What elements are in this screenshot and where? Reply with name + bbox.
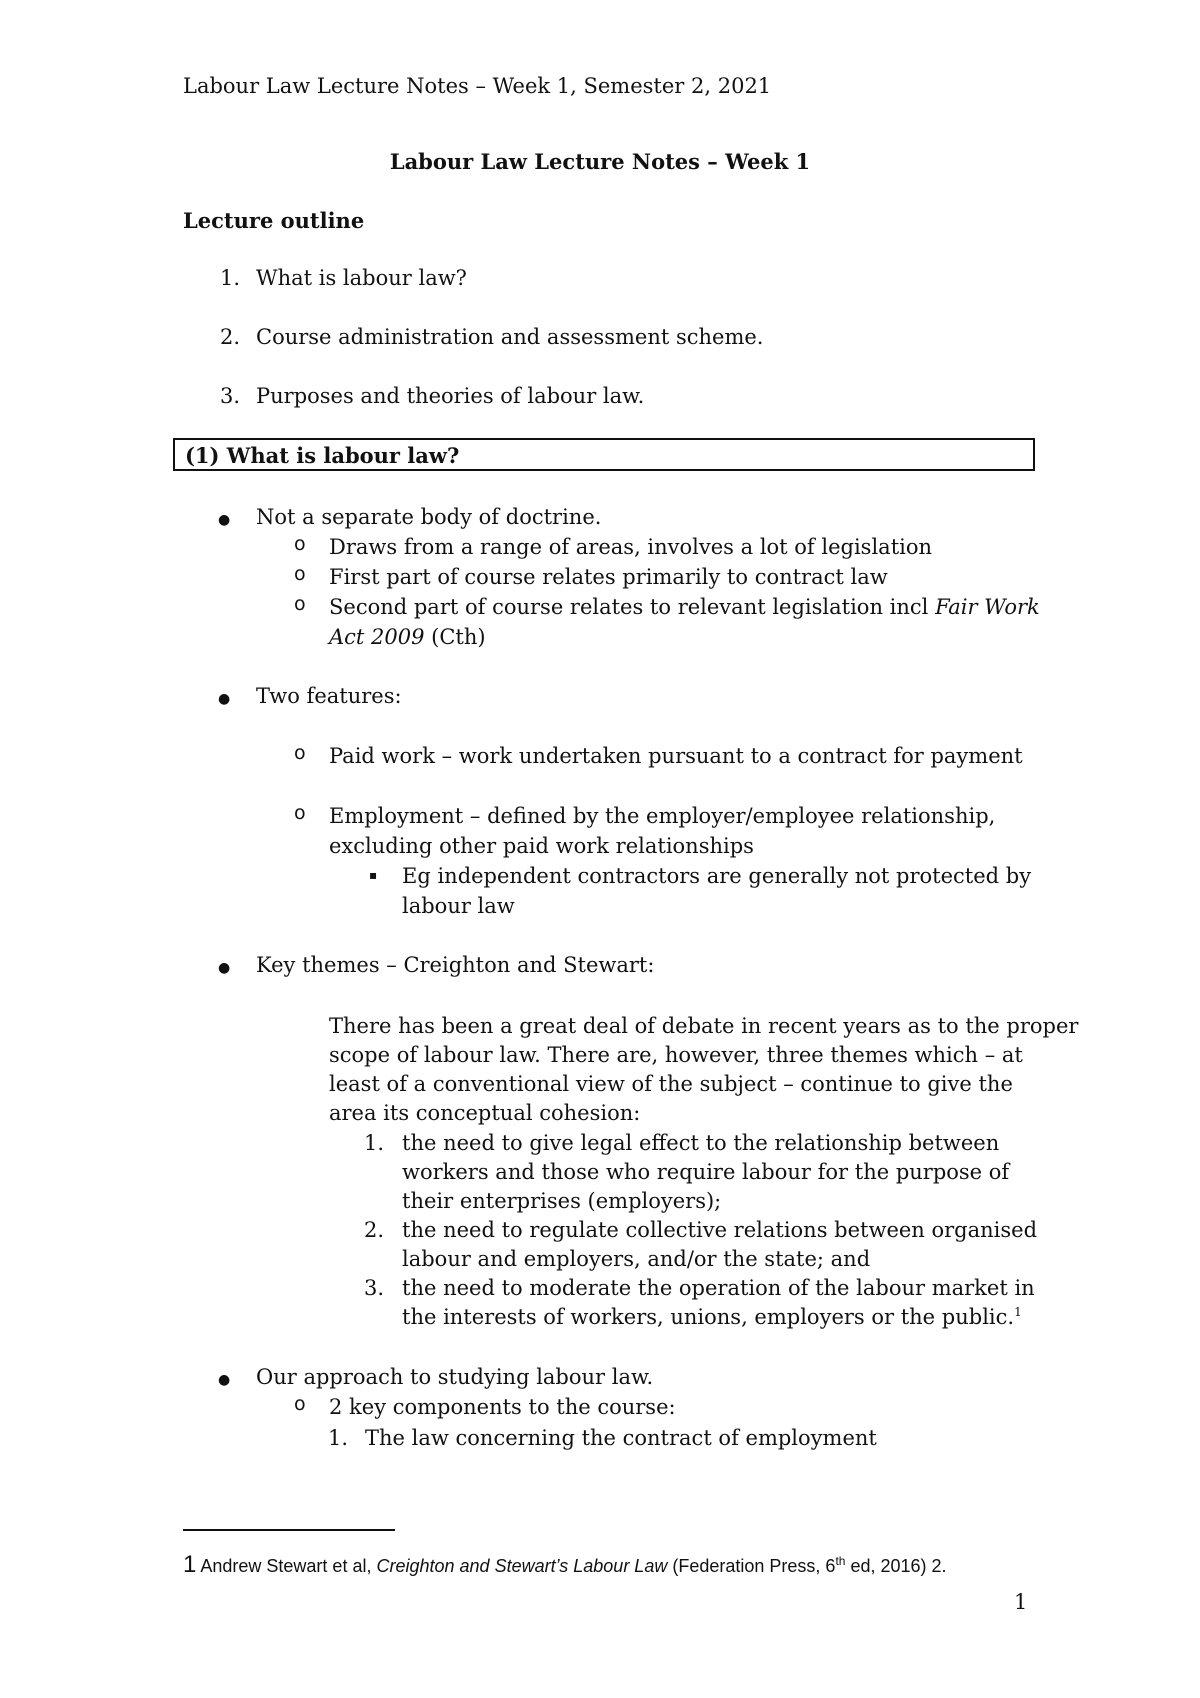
- theme-line: the need to regulate collective relations between organised: [402, 1218, 1038, 1242]
- sub-bullet-text: Draws from a range of areas, involves a lot of legislation: [329, 535, 933, 559]
- outline-item: Purposes and theories of labour law.: [256, 384, 645, 408]
- footnote-book-title: Creighton and Stewart’s Labour Law: [376, 1556, 668, 1576]
- circle-marker: o: [294, 593, 306, 615]
- quote-line: scope of labour law. There are, however, three themes which – at: [329, 1043, 1023, 1067]
- sub-bullet-text: Employment – defined by the employer/employee relationship,: [329, 804, 996, 828]
- act-year: Act 2009: [329, 625, 425, 649]
- sub-bullet-continuation: excluding other paid work relationships: [329, 834, 754, 858]
- section-heading: (1) What is labour law?: [185, 443, 460, 468]
- theme-line: labour and employers, and/or the state; and: [402, 1247, 871, 1271]
- sub-bullet-continuation: [329, 625, 486, 649]
- footnote: [183, 1551, 947, 1579]
- footnote-author: Andrew Stewart et al,: [200, 1556, 372, 1576]
- circle-marker: o: [294, 802, 306, 824]
- theme-line: the need to give legal effect to the relationship between: [402, 1131, 1000, 1155]
- sub-bullet-text: First part of course relates primarily to contract law: [329, 565, 888, 589]
- example-continuation: labour law: [402, 894, 515, 918]
- outline-item: Course administration and assessment scheme.: [256, 325, 764, 349]
- document-title: Labour Law Lecture Notes – Week 1: [389, 149, 811, 174]
- quote-line: There has been a great deal of debate in recent years as to the proper: [329, 1014, 1079, 1038]
- circle-marker: o: [294, 1393, 306, 1415]
- quote-line: least of a conventional view of the subject – continue to give the: [329, 1072, 1013, 1096]
- outline-number: 3.: [219, 384, 240, 408]
- square-marker: ▪: [369, 868, 378, 882]
- theme-line: the need to moderate the operation of the labour market in: [402, 1276, 1035, 1300]
- bullet-marker: ●: [218, 512, 231, 528]
- example-text: Eg independent contractors are generally not protected by: [402, 864, 1032, 888]
- quote-line: area its conceptual cohesion:: [329, 1101, 641, 1125]
- legislation-prefix: Second part of course relates to relevant legislation incl: [329, 595, 929, 619]
- theme-number: 1.: [363, 1131, 384, 1155]
- outline-number: 2.: [219, 325, 240, 349]
- footnote-publisher: (Federation Press, 6: [672, 1556, 836, 1576]
- bullet-marker: ●: [218, 691, 231, 707]
- theme-number: 3.: [363, 1276, 384, 1300]
- bullet-text: Our approach to studying labour law.: [256, 1365, 654, 1389]
- act-name: Fair Work: [935, 595, 1040, 619]
- outline-number: 1.: [219, 266, 240, 290]
- bullet-text: Two features:: [256, 684, 402, 708]
- theme-line-text: the interests of workers, unions, employers or the public.: [402, 1305, 1015, 1329]
- sub-bullet-text: [329, 595, 1040, 619]
- bullet-text: Key themes – Creighton and Stewart:: [256, 953, 655, 977]
- theme-line: [402, 1305, 1022, 1329]
- running-header: Labour Law Lecture Notes – Week 1, Semester 2, 2021: [183, 74, 772, 98]
- circle-marker: o: [294, 533, 306, 555]
- circle-marker: o: [294, 563, 306, 585]
- section-heading-box: [173, 438, 1035, 471]
- outline-heading: Lecture outline: [183, 208, 365, 233]
- outline-item: What is labour law?: [256, 266, 467, 290]
- circle-marker: o: [294, 742, 306, 764]
- footnote-number: 1: [183, 1551, 197, 1578]
- footnote-ordinal: th: [835, 1554, 846, 1568]
- theme-line: workers and those who require labour for the purpose of: [402, 1160, 1010, 1184]
- list-item: The law concerning the contract of employment: [365, 1426, 877, 1450]
- bullet-text: Not a separate body of doctrine.: [256, 505, 602, 529]
- sub-bullet-text: 2 key components to the course:: [329, 1395, 676, 1419]
- footnote-reference[interactable]: 1: [1014, 1305, 1022, 1319]
- page-number: 1: [1014, 1590, 1028, 1614]
- sub-bullet-text: Paid work – work undertaken pursuant to a contract for payment: [329, 744, 1023, 768]
- bullet-marker: ●: [218, 1372, 231, 1388]
- footnote-separator: [183, 1529, 395, 1531]
- list-number: 1.: [327, 1426, 348, 1450]
- footnote-edition: ed, 2016) 2.: [850, 1556, 947, 1576]
- bullet-marker: ●: [218, 960, 231, 976]
- theme-number: 2.: [363, 1218, 384, 1242]
- theme-line: their enterprises (employers);: [402, 1189, 722, 1213]
- jurisdiction: (Cth): [431, 625, 486, 649]
